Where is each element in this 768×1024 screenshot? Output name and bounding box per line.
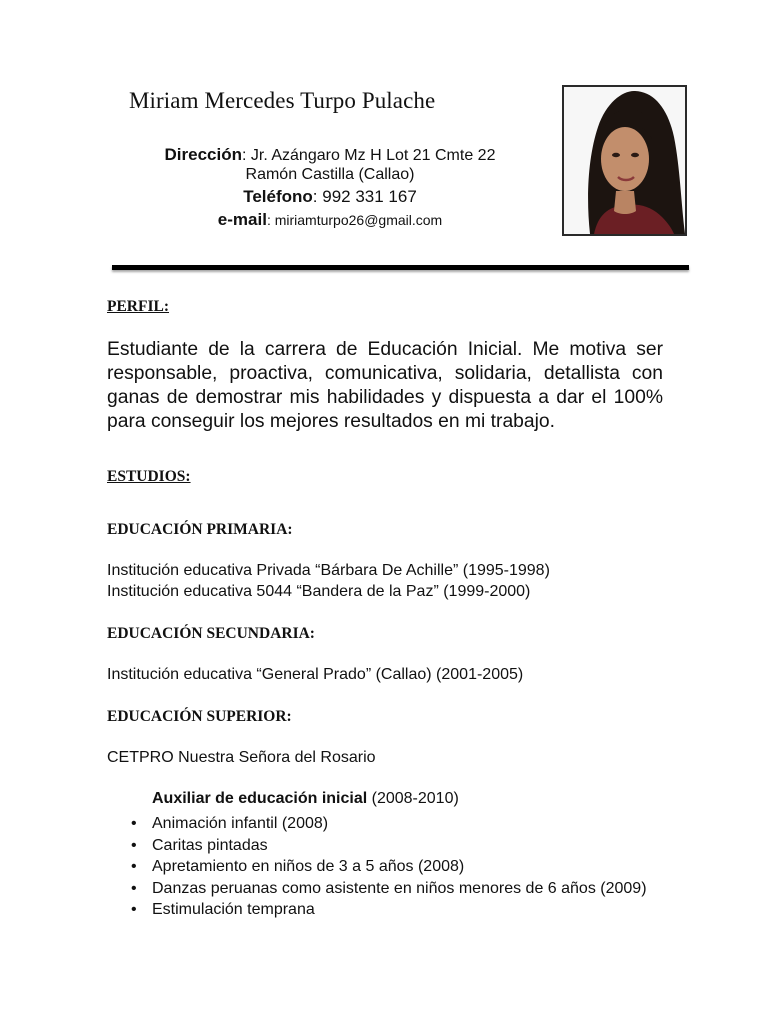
course-text: Apretamiento en niños de 3 a 5 años (2008) (152, 858, 465, 875)
bullet-icon: • (131, 836, 137, 854)
primary-school-1: Institución educativa Privada “Bárbara De Achille” (1995-1998) (107, 562, 550, 579)
list-item (131, 856, 662, 878)
bullet-icon: • (131, 879, 137, 897)
profile-text: Estudiante de la carrera de Educación Inicial. Me motiva ser responsable, proactiva, comunicativa, solidaria, detallista con ganas de demostrar mis habilidades y dispuesta a dar el 100% para conseguir los mejores resultados en mi trabajo. (107, 339, 663, 432)
phone-line (0, 187, 660, 207)
email-line (0, 210, 660, 230)
profile-photo (562, 85, 687, 236)
phone-value: : 992 331 167 (312, 187, 417, 206)
course-text: Danzas peruanas como asistente en niños menores de 6 años (2009) (152, 879, 647, 897)
list-item (131, 878, 662, 900)
bullet-icon: • (131, 858, 137, 875)
program-years: (2008-2010) (367, 790, 459, 807)
course-list (131, 813, 662, 921)
studies-heading: ESTUDIOS: (107, 468, 191, 485)
address-value: : Jr. Azángaro Mz H Lot 21 Cmte 22 (242, 147, 496, 164)
address-label: Dirección (164, 145, 243, 164)
email-value: : miriamturpo26@gmail.com (266, 212, 443, 228)
primary-school-2: Institución educativa 5044 “Bandera de la Paz” (1999-2000) (107, 583, 531, 600)
header-divider (112, 265, 689, 270)
address-line (0, 145, 660, 165)
profile-heading: PERFIL: (107, 298, 169, 315)
address-line-2: Ramón Castilla (Callao) (245, 166, 415, 183)
secondary-education-heading: EDUCACIÓN SECUNDARIA: (107, 625, 315, 642)
program-line (152, 790, 459, 808)
course-text: Animación infantil (2008) (152, 815, 329, 832)
list-item (131, 835, 662, 857)
list-item (131, 899, 662, 921)
phone-label: Teléfono (243, 187, 313, 206)
course-text: Caritas pintadas (152, 836, 268, 854)
candidate-name: Miriam Mercedes Turpo Pulache (129, 88, 436, 113)
portrait-illustration (564, 87, 685, 234)
primary-education-heading: EDUCACIÓN PRIMARIA: (107, 521, 293, 538)
higher-education-heading: EDUCACIÓN SUPERIOR: (107, 708, 292, 725)
program-name: Auxiliar de educación inicial (152, 790, 368, 807)
secondary-school-1: Institución educativa “General Prado” (Callao) (2001-2005) (107, 666, 524, 683)
bullet-icon: • (131, 901, 137, 918)
email-label: e-mail (217, 210, 267, 229)
higher-institution: CETPRO Nuestra Señora del Rosario (107, 749, 376, 766)
course-text: Estimulación temprana (152, 901, 315, 918)
list-item (131, 813, 662, 835)
bullet-icon: • (131, 815, 137, 832)
